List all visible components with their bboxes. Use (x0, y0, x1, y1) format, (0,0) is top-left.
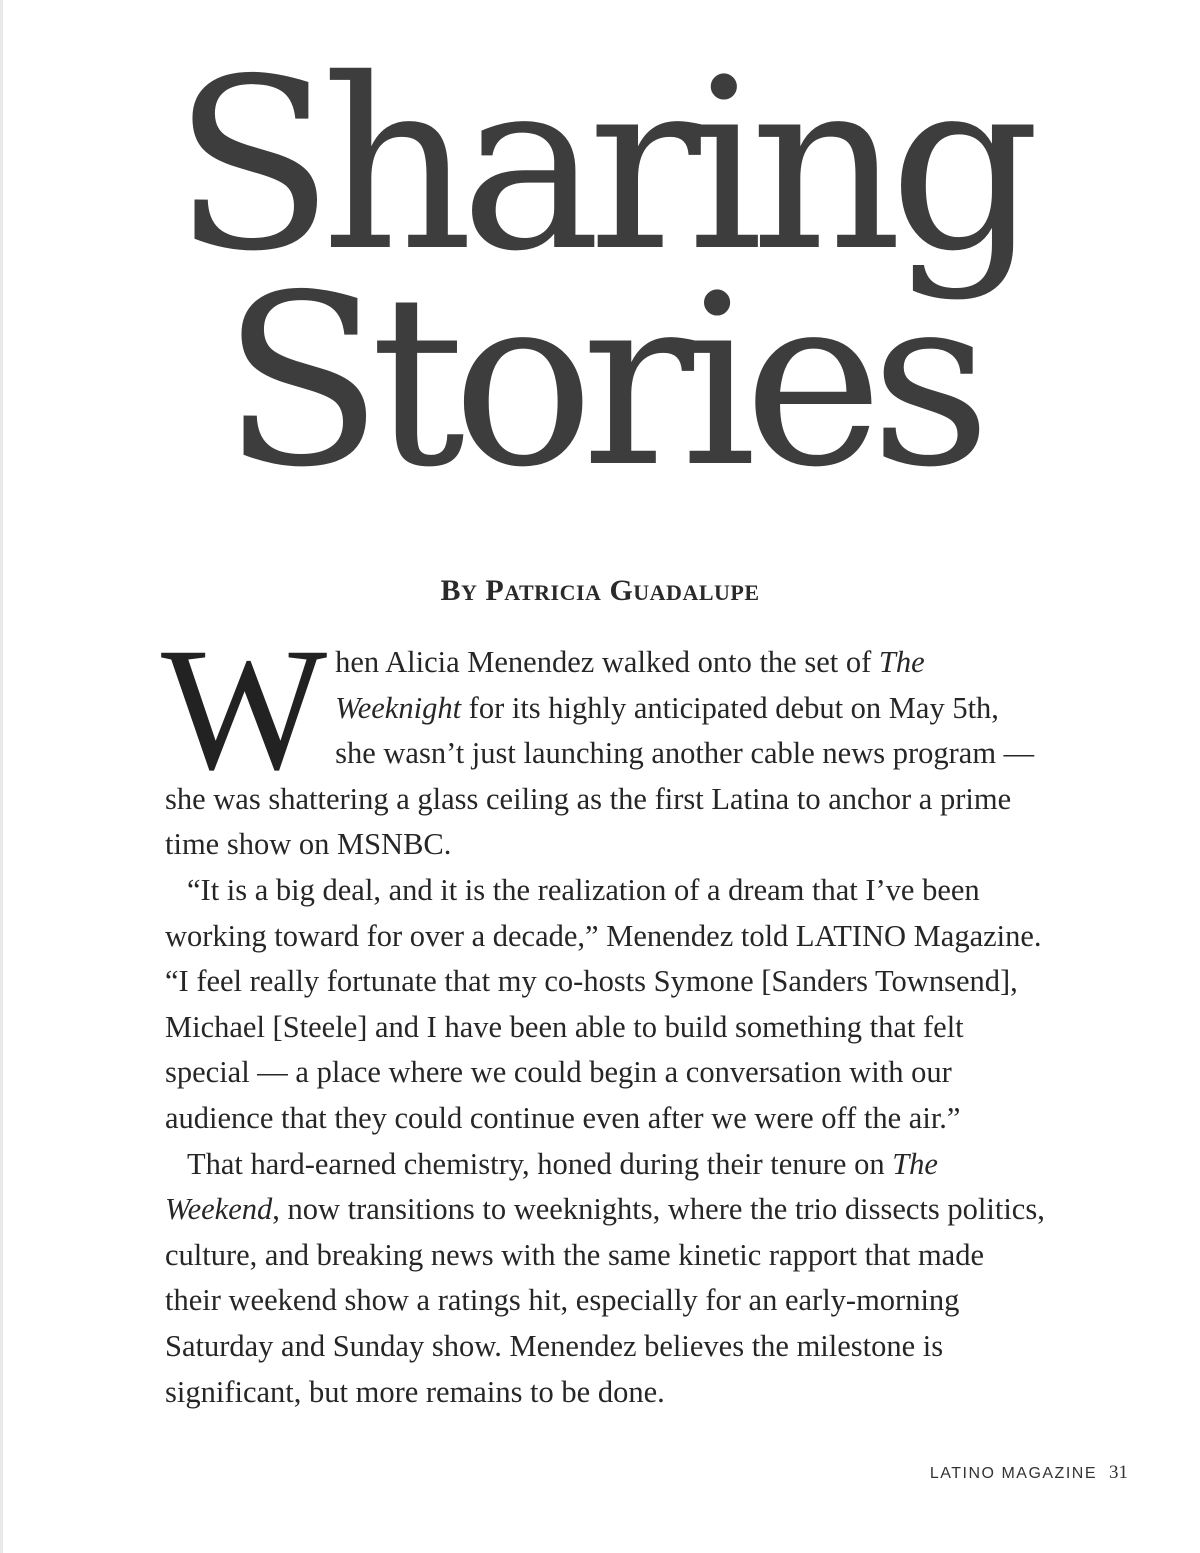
headline (0, 28, 1200, 519)
page-footer (930, 1462, 1128, 1484)
headline-line-1: Sharing (172, 28, 1028, 303)
article-body (161, 612, 1045, 1415)
byline-by-rest: Y (461, 580, 478, 605)
paragraph-3-text-b: , now transitions to weeknights, where the trio dissects politics, culture, and breaking news with the same kinetic rapport that made their weekend show a ratings hit, especially for an early-morning Saturday and Sunday show. Menendez believes the milestone is significant, but more remains to be done. (165, 1192, 1045, 1409)
drop-cap: W (161, 612, 328, 807)
paragraph-1 (161, 612, 1045, 868)
show-title-weekend: The Weekend (165, 1146, 938, 1227)
paragraph-1-text-a: hen Alicia Menendez walked onto the set of (335, 645, 879, 679)
byline (0, 574, 1200, 608)
byline-last-cap: G (609, 574, 634, 607)
paragraph-3-text-a: That hard-earned chemistry, honed during their tenure on (187, 1146, 893, 1181)
paragraph-3 (165, 1142, 1045, 1416)
byline-first-cap: P (485, 574, 505, 607)
paragraph-1-text-b: for its highly anticipated debut on May 5th, she wasn’t just launching another cable news program — she was shattering a glass ceiling as the first Latina to anchor a prime time show on MSNBC. (165, 690, 1035, 862)
byline-first-rest: ATRICIA (504, 580, 602, 605)
page-number: 31 (1109, 1462, 1128, 1483)
headline-line-2: Stories (221, 244, 979, 519)
byline-last-rest: UADALUPE (633, 580, 760, 605)
show-title-weeknight: The Weeknight (335, 645, 925, 725)
publication-name: LATINO MAGAZINE (929, 1465, 1097, 1482)
paragraph-2: “It is a big deal, and it is the realization of a dream that I’ve been working toward for over a decade,” Menendez told LATINO Magazine. “I feel really fortunate that my co-hosts Symone [Sanders Townsend], Michael [Steele] and I have been able to build something that felt special — a place where we could begin a conversation with our audience that they could continue even after we were off the air.” (165, 872, 1042, 1135)
byline-by-cap: B (440, 574, 461, 607)
